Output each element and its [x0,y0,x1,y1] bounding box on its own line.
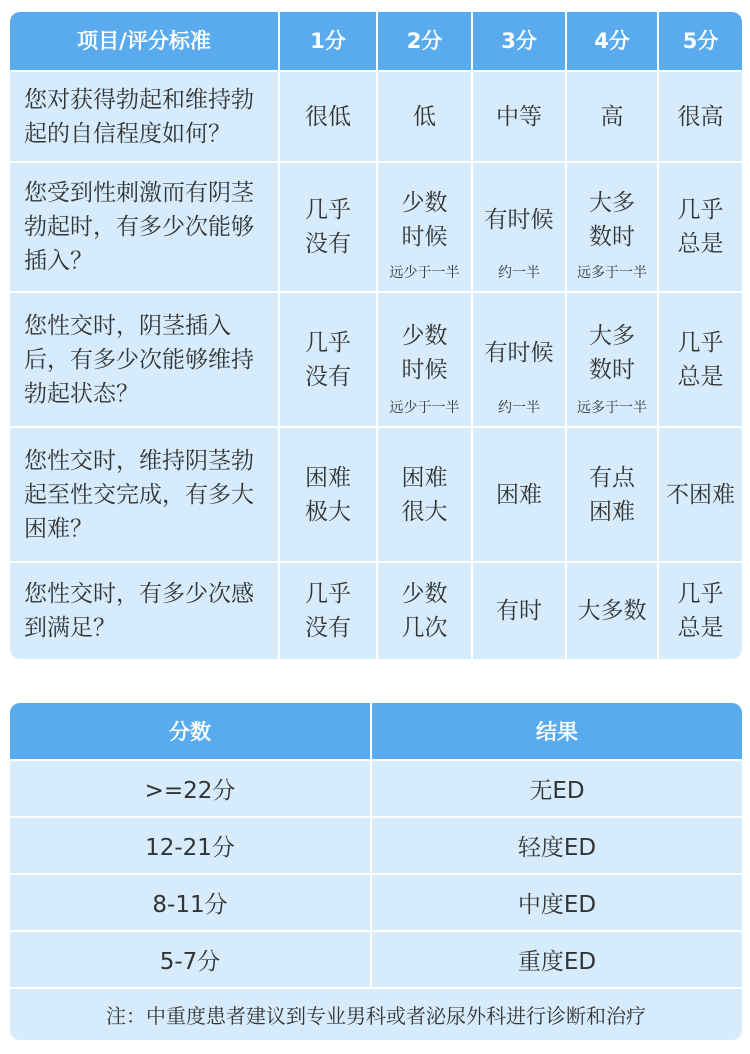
table-row [10,563,742,659]
result-table-header [10,703,742,761]
answer-text: 困难 [496,481,542,508]
question-cell: 您性交时，阴茎插入后，有多少次能够维持勃起状态？ [10,293,280,428]
answer-text: 有时候 [484,207,554,233]
answer-text: 高 [600,103,624,130]
score-range-cell: 8-11分 [10,875,372,932]
answer-text: 少数时候 [401,190,448,250]
answer-cell [280,72,378,163]
answer-text: 困难很大 [401,464,448,525]
result-cell: 轻度ED [372,818,742,875]
answer-cell [567,428,659,563]
question-cell: 您受到性刺激而有阴茎勃起时，有多少次能够插入？ [10,163,280,293]
answer-text: 几乎总是 [677,197,724,257]
score-table-body [10,72,742,659]
table-row [10,72,742,163]
answer-cell [659,293,742,428]
answer-text: 中等 [496,103,542,130]
answer-cell [473,72,567,163]
answer-text: 少数几次 [401,581,448,641]
answer-text: 大多数 [577,598,647,624]
header-cell: 项目/评分标准 [10,12,280,72]
answer-cell [473,428,567,563]
answer-note: 约一半 [498,265,540,281]
answer-cell [659,72,742,163]
answer-cell [659,428,742,563]
header-cell: 4分 [567,12,659,72]
header-cell: 1分 [280,12,378,72]
answer-text: 有时候 [484,339,554,366]
answer-text: 几乎没有 [305,581,351,641]
answer-note: 远多于一半 [577,400,647,416]
table-row [10,875,742,932]
score-table [10,12,742,659]
answer-cell [473,163,567,293]
header-cell: 分数 [10,703,372,761]
answer-cell [378,72,473,163]
answer-cell [567,563,659,659]
question-cell: 您对获得勃起和维持勃起的自信程度如何？ [10,72,280,163]
score-range-cell: >=22分 [10,761,372,818]
answer-cell [378,293,473,428]
header-cell: 5分 [659,12,742,72]
answer-text: 大多数时 [589,190,635,250]
answer-text: 几乎没有 [305,329,351,390]
answer-text: 几乎总是 [677,581,724,641]
answer-cell [567,293,659,428]
answer-cell [280,293,378,428]
answer-text: 很高 [677,103,724,130]
answer-cell [659,563,742,659]
answer-text: 不困难 [666,481,735,508]
answer-text: 有时 [496,598,542,624]
answer-text: 几乎总是 [677,329,724,390]
answer-cell [378,563,473,659]
table-row [10,818,742,875]
score-table-header [10,12,742,72]
answer-text: 几乎没有 [305,197,351,257]
answer-note: 远少于一半 [389,265,460,281]
score-range-cell: 5-7分 [10,932,372,989]
answer-cell [378,163,473,293]
answer-note: 远少于一半 [389,400,460,416]
answer-cell [378,428,473,563]
result-cell: 中度ED [372,875,742,932]
header-cell: 结果 [372,703,742,761]
result-table-body [10,761,742,989]
table-row [10,293,742,428]
header-cell: 3分 [473,12,567,72]
answer-note: 约一半 [498,400,540,416]
result-cell: 无ED [372,761,742,818]
answer-cell [473,563,567,659]
result-table [10,703,742,1040]
answer-cell [280,163,378,293]
answer-cell [567,72,659,163]
table-row [10,428,742,563]
answer-cell [280,563,378,659]
answer-text: 很低 [305,103,351,130]
question-cell: 您性交时，维持阴茎勃起至性交完成，有多大困难？ [10,428,280,563]
footnote: 注：中重度患者建议到专业男科或者泌尿外科进行诊断和治疗 [10,989,742,1040]
table-row [10,761,742,818]
answer-cell [659,163,742,293]
answer-text: 低 [413,103,436,130]
score-range-cell: 12-21分 [10,818,372,875]
table-row [10,932,742,989]
answer-text: 困难极大 [305,464,351,525]
answer-note: 远多于一半 [577,265,647,281]
header-cell: 2分 [378,12,473,72]
answer-text: 少数时候 [401,322,448,383]
answer-cell [280,428,378,563]
answer-cell [473,293,567,428]
table-row [10,163,742,293]
answer-text: 有点困难 [589,464,635,525]
answer-text: 大多数时 [589,322,635,383]
question-cell: 您性交时，有多少次感到满足？ [10,563,280,659]
answer-cell [567,163,659,293]
result-cell: 重度ED [372,932,742,989]
